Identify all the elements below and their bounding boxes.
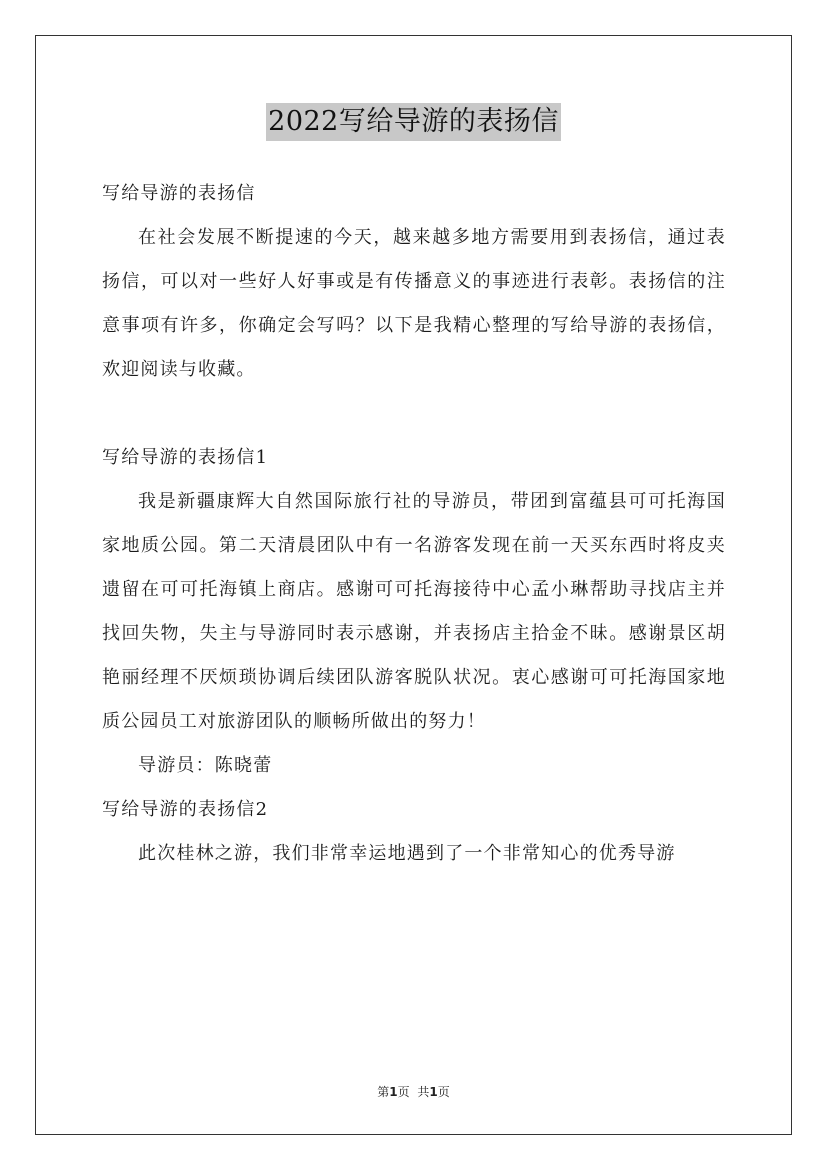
section-body-1: 我是新疆康辉大自然国际旅行社的导游员，带团到富蕴县可可托海国家地质公园。第二天清晨团队中有一名游客发现在前一天买东西时将皮夹遗留在可可托海镇上商店。感谢可可托海接待中心孟小琳帮助寻找店主并找回失物，失主与导游同时表示感谢，并表扬店主拾金不昧。感谢景区胡艳丽经理不厌烦琐协调后续团队游客脱队状况。衷心感谢可可托海国家地质公园员工对旅游团队的顺畅所做出的努力！ bbox=[102, 491, 726, 732]
paragraph-spacer bbox=[102, 392, 726, 436]
page-footer bbox=[0, 1083, 827, 1101]
footer-total-pages: 1 bbox=[429, 1085, 438, 1099]
footer-page-suffix: 页 bbox=[397, 1085, 410, 1099]
section-heading-1: 写给导游的表扬信1 bbox=[102, 447, 269, 468]
footer-page-number: 1 bbox=[389, 1085, 398, 1099]
document-title: 2022写给导游的表扬信 bbox=[266, 103, 561, 141]
intro-paragraph: 在社会发展不断提速的今天，越来越多地方需要用到表扬信，通过表扬信，可以对一些好人好事或是有传播意义的事迹进行表彰。表扬信的注意事项有许多，你确定会写吗？以下是我精心整理的写给导游的表扬信，欢迎阅读与收藏。 bbox=[102, 227, 726, 380]
document-subtitle: 写给导游的表扬信 bbox=[102, 183, 256, 204]
section-body-2: 此次桂林之游，我们非常幸运地遇到了一个非常知心的优秀导游 bbox=[138, 843, 676, 864]
footer-total-prefix: 共 bbox=[417, 1085, 430, 1099]
title-container bbox=[0, 103, 827, 141]
footer-total-suffix: 页 bbox=[437, 1085, 450, 1099]
document-body bbox=[102, 172, 726, 876]
signature-line: 导游员：陈晓蕾 bbox=[138, 755, 273, 776]
footer-prefix: 第 bbox=[377, 1085, 390, 1099]
section-heading-2: 写给导游的表扬信2 bbox=[102, 799, 269, 820]
